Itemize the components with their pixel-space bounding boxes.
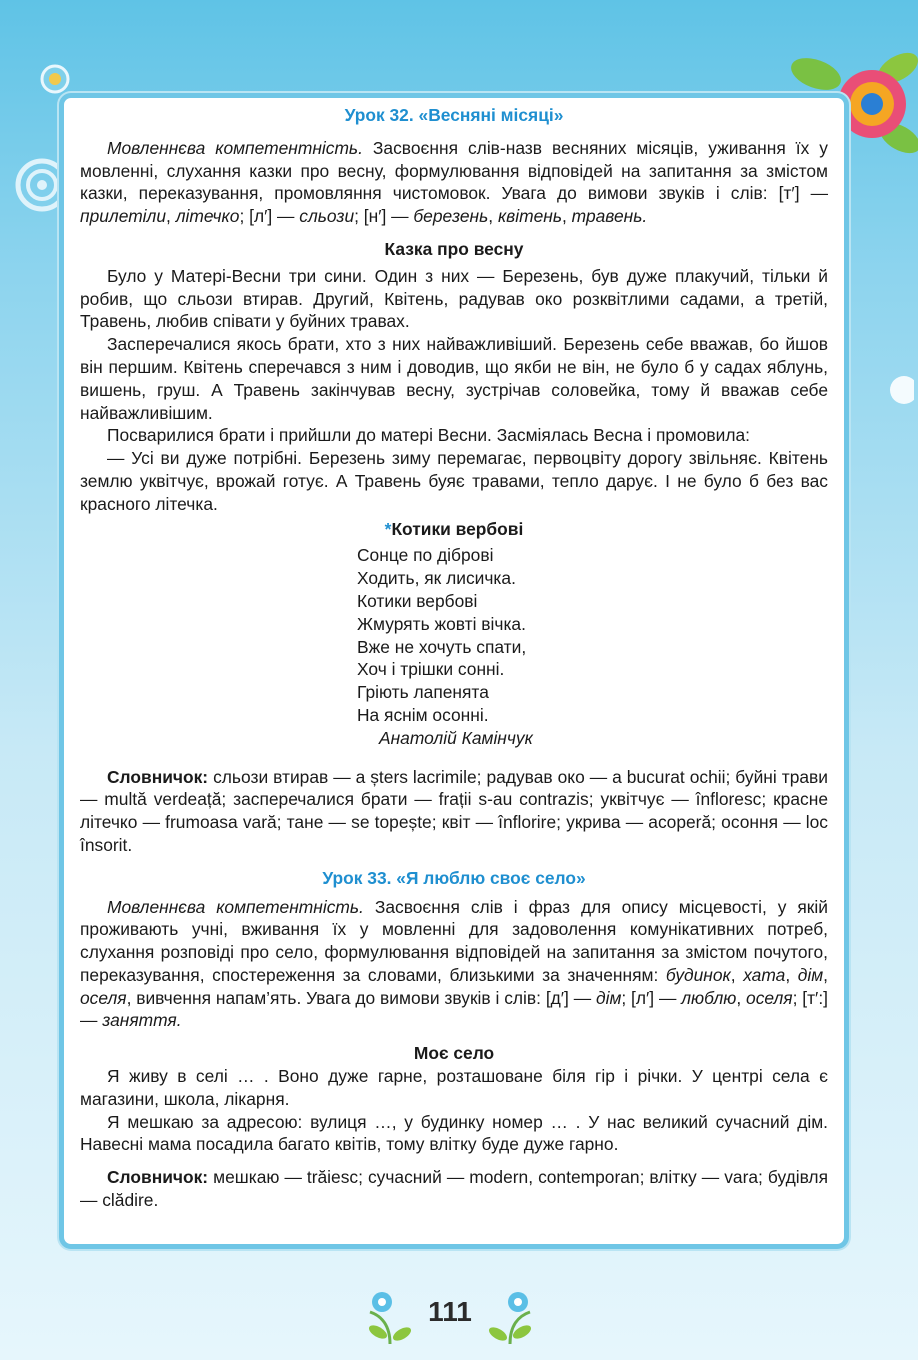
poem-line: Гріють лапенята <box>357 682 489 703</box>
tale-paragraph: — Усі ви дуже потрібні. Березень зиму перемагає, первоцвіту дорогу звільняє. Квітень землю уквітчує, врожай готує. А Травень буяє травами, тепло дарує. І не було б без вас красного літечка. <box>80 448 828 514</box>
competence-label: Мовленнєва компетентність. <box>107 896 364 917</box>
page-number: 111 <box>428 1296 472 1327</box>
poem-line: Ходить, як лисичка. <box>357 568 516 589</box>
lesson-33-competence: Мовленнєва компетентність. Засвоєння слів і фраз для опису місцевості, у якій проживають учні, вживання їх у мовленні для задоволення комунікативних потреб, слухання розповіді про село, формулювання відповідей на запитання за змістом почутого, переказування, спостереження за словами, близькими за значенням: будинок, хата, дім, оселя, вивчення напам’ять. Увага до вимови звуків і слів: [д′] — дім; [л′] — люблю, оселя; [т′:] — заняття. <box>80 896 828 1031</box>
lesson-32-title: Урок 32. «Весняні місяці» <box>344 105 564 125</box>
tale-title: Казка про весну <box>384 238 524 259</box>
poem-author: Анатолій Камінчук <box>379 727 533 748</box>
vocabulary-label: Словничок: <box>107 1167 209 1188</box>
lantern-decoration-icon <box>38 62 72 96</box>
poem-line: Котики вербові <box>357 590 478 611</box>
poem-line: Жмурять жовті вічка. <box>357 613 526 634</box>
competence-label: Мовленнєва компетентність. <box>107 137 363 158</box>
tale-paragraph: Засперечалися якось брати, хто з них найважливіший. Березень себе вважав, бо йшов він першим. Квітень сперечався з ним і доводив, що якби не він, не було б у садах яблунь, вишень, груш. А Травень закінчував весну, зустрічав соловейка, тому й вважав себе найважливішим. <box>80 334 828 423</box>
lesson-32-competence: Мовленнєва компетентність. Засвоєння слів-назв весняних місяців, уживання їх у мовленні, слухання казки про весну, формулювання відповідей на запитання за змістом казки, переказування, промовляння чистомовок. Увага до вимови звуків і слів: [т′] — прилетіли, літечко; [л′] — сльози; [н′] — березень, квітень, травень. <box>80 137 828 227</box>
poem-line: На яснім осонні. <box>357 704 489 725</box>
lesson-33-title: Урок 33. «Я люблю своє село» <box>322 867 586 888</box>
tale-paragraph: Посварилися брати і прийшли до матері Весни. Засміялась Весна і промовила: <box>107 425 750 446</box>
poem-line: Вже не хочуть спати, <box>357 636 527 657</box>
page-content <box>80 104 828 1212</box>
story-paragraph: Я мешкаю за адресою: вулиця …, у будинку номер … . У нас великий сучасний дім. Навесні мама посадила багато квітів, тому влітку буде дуже гарно. <box>80 1111 828 1155</box>
poem-line: Сонце по діброві <box>357 545 494 566</box>
story-title: Моє село <box>413 1043 495 1064</box>
poem <box>357 544 828 749</box>
asterisk-mark: * <box>384 518 392 539</box>
poem-title: *Котики вербові <box>384 518 524 539</box>
page-footer <box>360 1282 540 1348</box>
poem-line: Хоч і трішки сонні. <box>357 659 505 680</box>
vocabulary-label: Словничок: <box>107 766 209 787</box>
right-flower-ornament-icon <box>480 1286 540 1346</box>
story-paragraph: Я живу в селі … . Воно дуже гарне, розташоване біля гір і річки. У центрі села є магазини, школа, лікарня. <box>80 1066 828 1109</box>
dots-decoration-icon <box>884 370 914 410</box>
vocabulary-1: Словничок: сльози втирав — a șters lacrimile; радував око — a bucurat ochii; буйні трави — multă verdeață; засперечалися брати — frații s-au contrazis; уквітчує — înfloresc; красне літечко — frumoasa vară; тане — se topește; квіт — înflorire; укрива — acoperă; осоння — loc însorit. <box>80 766 828 855</box>
tale-paragraph: Було у Матері-Весни три сини. Один з них — Березень, був дуже плакучий, тільки й робив, що сльози втирав. Другий, Квітень, радував око розквітлими садами, а третій, Травень, любив співати у буйних травах. <box>80 265 828 332</box>
vocabulary-2: Словничок: мешкаю — trăiesc; сучасний — modern, contemporan; влітку — vara; будівля — clădire. <box>80 1167 828 1211</box>
